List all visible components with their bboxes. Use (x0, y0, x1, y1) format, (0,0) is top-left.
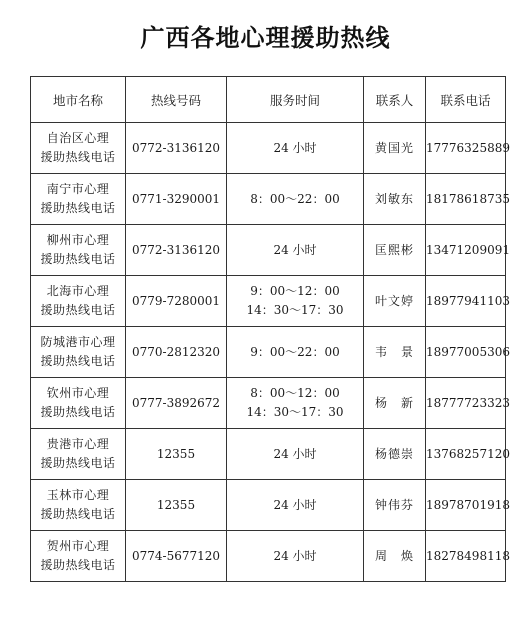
hotline-number: 0779-7280001 (126, 276, 227, 327)
city-name-line: 柳州市心理 (46, 233, 110, 247)
city-name-line: 玉林市心理 (46, 488, 110, 502)
city-name-line: 贵港市心理 (46, 437, 110, 451)
contact-person: 韦 景 (364, 327, 426, 378)
header-hotline: 热线号码 (126, 77, 227, 123)
contact-phone: 17776325889 (426, 123, 506, 174)
hotline-number: 0770-2812320 (126, 327, 227, 378)
contact-person: 周 焕 (364, 531, 426, 582)
service-hours-line: 24 小时 (273, 548, 317, 563)
service-hours-line: 9：00～22：00 (250, 344, 340, 359)
contact-person: 匡熙彬 (364, 225, 426, 276)
city-cell (31, 123, 126, 174)
service-hours-line: 14：30～17：30 (246, 303, 344, 317)
service-hours (227, 429, 364, 480)
city-cell (31, 174, 126, 225)
contact-person: 杨德崇 (364, 429, 426, 480)
service-hours (227, 174, 364, 225)
contact-phone: 13768257120 (426, 429, 506, 480)
city-cell (31, 429, 126, 480)
city-name-line: 南宁市心理 (46, 182, 110, 196)
table-row (31, 480, 506, 531)
service-hours-line: 8：00～22：00 (250, 191, 340, 206)
city-name-line: 防城港市心理 (40, 335, 116, 349)
service-hours (227, 327, 364, 378)
header-row (31, 77, 506, 123)
contact-phone: 18977005306 (426, 327, 506, 378)
service-hours (227, 480, 364, 531)
service-hours (227, 123, 364, 174)
city-name-line: 援助热线电话 (40, 507, 116, 521)
contact-phone: 18977941103 (426, 276, 506, 327)
service-hours-line: 24 小时 (273, 140, 317, 155)
service-hours-line: 24 小时 (273, 497, 317, 512)
hotline-number: 0771-3290001 (126, 174, 227, 225)
table-row (31, 123, 506, 174)
city-name-line: 援助热线电话 (40, 201, 116, 215)
hotline-number: 0774-5677120 (126, 531, 227, 582)
contact-phone: 18978701918 (426, 480, 506, 531)
service-hours (227, 225, 364, 276)
contact-phone: 18777723323 (426, 378, 506, 429)
table-row (31, 327, 506, 378)
city-name-line: 援助热线电话 (40, 303, 116, 317)
city-cell (31, 276, 126, 327)
contact-person: 黄国光 (364, 123, 426, 174)
header-hours: 服务时间 (227, 77, 364, 123)
service-hours-line: 24 小时 (273, 446, 317, 461)
city-cell (31, 378, 126, 429)
table-row (31, 531, 506, 582)
hotline-number: 0772-3136120 (126, 225, 227, 276)
city-cell (31, 327, 126, 378)
city-name-line: 自治区心理 (46, 131, 110, 145)
table-row (31, 174, 506, 225)
table-row (31, 225, 506, 276)
city-name-line: 援助热线电话 (40, 456, 116, 470)
contact-person: 刘敏东 (364, 174, 426, 225)
header-phone: 联系电话 (426, 77, 506, 123)
table-row (31, 429, 506, 480)
hotline-number: 12355 (126, 480, 227, 531)
contact-phone: 13471209091 (426, 225, 506, 276)
service-hours-line: 14：30～17：30 (246, 405, 344, 419)
city-name-line: 援助热线电话 (40, 252, 116, 266)
city-cell (31, 531, 126, 582)
hotline-number: 12355 (126, 429, 227, 480)
city-cell (31, 480, 126, 531)
header-city: 地市名称 (31, 77, 126, 123)
service-hours-line: 24 小时 (273, 242, 317, 257)
contact-phone: 18178618735 (426, 174, 506, 225)
hotline-table (30, 76, 510, 582)
hotline-number: 0777-3892672 (126, 378, 227, 429)
service-hours (227, 276, 364, 327)
service-hours-line: 9：00～12：00 (250, 284, 340, 298)
contact-phone: 18278498118 (426, 531, 506, 582)
page-title: 广西各地心理援助热线 (140, 24, 391, 52)
city-cell (31, 225, 126, 276)
contact-person: 叶文婷 (364, 276, 426, 327)
service-hours-line: 8：00～12：00 (250, 386, 340, 400)
city-name-line: 援助热线电话 (40, 150, 116, 164)
city-name-line: 援助热线电话 (40, 558, 116, 572)
header-contact: 联系人 (364, 77, 426, 123)
contact-person: 钟伟芬 (364, 480, 426, 531)
table-row (31, 276, 506, 327)
table-row (31, 378, 506, 429)
city-name-line: 钦州市心理 (46, 386, 110, 400)
hotline-number: 0772-3136120 (126, 123, 227, 174)
contact-person: 杨 新 (364, 378, 426, 429)
city-name-line: 贺州市心理 (46, 539, 110, 553)
city-name-line: 北海市心理 (46, 284, 110, 298)
city-name-line: 援助热线电话 (40, 405, 116, 419)
city-name-line: 援助热线电话 (40, 354, 116, 368)
service-hours (227, 378, 364, 429)
service-hours (227, 531, 364, 582)
